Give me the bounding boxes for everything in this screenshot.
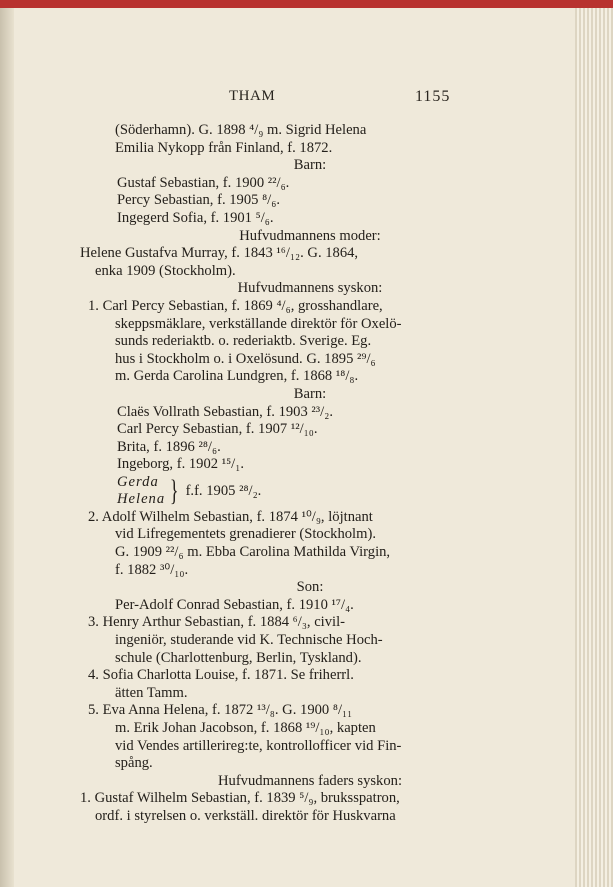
twin-name: Helena xyxy=(117,491,166,508)
text-line: sunds rederiaktb. o. rederiaktb. Sverige. Eg. xyxy=(115,333,372,350)
page-number: 1155 xyxy=(415,88,451,105)
text-line: ordf. i styrelsen o. verkställ. direktör för Huskvarna xyxy=(95,807,396,824)
page-text xyxy=(0,122,613,826)
text-line: spång. xyxy=(115,755,153,772)
text-line: Carl Percy Sebastian, f. 1907 ¹²/₁₀. xyxy=(117,421,318,438)
text-line: Per-Adolf Conrad Sebastian, f. 1910 ¹⁷/₄. xyxy=(115,596,354,613)
section-heading: Barn: xyxy=(293,157,327,174)
text-line: skeppsmäklare, verkställande direktör för Oxelö- xyxy=(115,315,402,332)
text-line: (Söderhamn). G. 1898 ⁴/₉ m. Sigrid Helena xyxy=(115,122,367,138)
twins-entry xyxy=(0,474,613,509)
text-line: 2. Adolf Wilhelm Sebastian, f. 1874 ¹⁰/₉, löjtnant xyxy=(88,508,373,525)
text-line: m. Gerda Carolina Lundgren, f. 1868 ¹⁸/₈. xyxy=(115,368,359,385)
text-line: Helene Gustafva Murray, f. 1843 ¹⁶/₁₂. G. 1864, xyxy=(80,245,359,262)
text-line: 1. Carl Percy Sebastian, f. 1869 ⁴/₆, grosshandlare, xyxy=(88,297,383,314)
text-line: Percy Sebastian, f. 1905 ⁸/₆. xyxy=(117,192,280,209)
text-line: 3. Henry Arthur Sebastian, f. 1884 ⁶/₃, civil- xyxy=(88,614,346,631)
text-line: Emilia Nykopp från Finland, f. 1872. xyxy=(115,139,333,156)
text-line: G. 1909 ²²/₆ m. Ebba Carolina Mathilda Virgin, xyxy=(115,544,391,561)
twins-date: f.f. 1905 ²⁸/₂. xyxy=(185,482,262,499)
text-line: Gustaf Sebastian, f. 1900 ²²/₆. xyxy=(117,174,290,191)
text-line: 5. Eva Anna Helena, f. 1872 ¹³/₈. G. 1900 ⁸/₁₁ xyxy=(88,702,353,719)
twin-name: Gerda xyxy=(117,474,159,491)
text-line: Ingeborg, f. 1902 ¹⁵/₁. xyxy=(117,456,244,473)
text-line: 4. Sofia Charlotta Louise, f. 1871. Se friherrl. xyxy=(88,667,354,684)
text-line: Ingegerd Sofia, f. 1901 ⁵/₆. xyxy=(117,209,274,226)
text-line: 1. Gustaf Wilhelm Sebastian, f. 1839 ⁵/₉, bruksspatron, xyxy=(80,790,400,807)
running-head: THAM xyxy=(229,88,276,104)
section-heading: Barn: xyxy=(293,385,327,402)
section-heading: Son: xyxy=(296,579,324,596)
twins-names xyxy=(117,474,165,508)
text-line: ätten Tamm. xyxy=(115,684,188,701)
text-line: vid Lifregementets grenadierer (Stockholm). xyxy=(115,526,376,543)
text-line: ingeniör, studerande vid K. Technische Hoch- xyxy=(115,632,383,649)
text-line: enka 1909 (Stockholm). xyxy=(95,262,236,279)
text-line: vid Vendes artillerireg:te, kontrollofficer vid Fin- xyxy=(115,737,402,754)
text-line: m. Erik Johan Jacobson, f. 1868 ¹⁹/₁₀, kapten xyxy=(115,720,376,736)
text-line: f. 1882 ³⁰/₁₀. xyxy=(115,561,189,578)
text-line: Claës Vollrath Sebastian, f. 1903 ²³/₂. xyxy=(117,403,333,420)
brace: } xyxy=(170,474,179,508)
text-line: hus i Stockholm o. i Oxelösund. G. 1895 ²⁹/₆ xyxy=(115,350,376,367)
section-heading: Hufvudmannens syskon: xyxy=(237,280,383,297)
text-line: schule (Charlottenburg, Berlin, Tyskland). xyxy=(115,649,362,666)
section-heading: Hufvudmannens faders syskon: xyxy=(217,772,402,789)
section-heading: Hufvudmannens moder: xyxy=(239,227,381,244)
page-header xyxy=(0,88,613,108)
text-line: Brita, f. 1896 ²⁸/₆. xyxy=(117,438,221,455)
